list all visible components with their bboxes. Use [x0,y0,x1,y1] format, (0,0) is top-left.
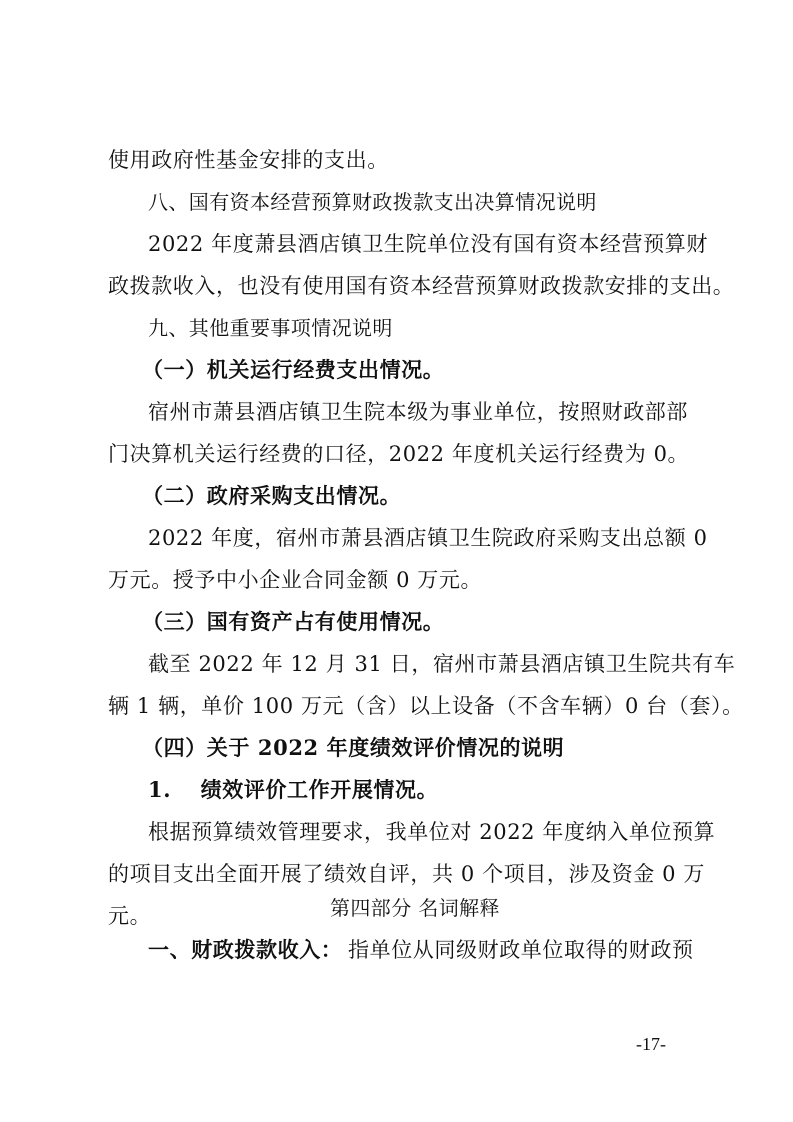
body-text-line: 指单位从同级财政单位取得的财政预 [348,938,694,962]
body-text-line: 元。 [108,904,152,928]
numbered-heading-1: 1. 绩效评价工作开展情况。 [148,777,439,802]
body-text-line: 的项目支出全面开展了绩效自评，共 0 个项目，涉及资金 0 万 [108,862,706,886]
subsection-heading-3: （三）国有资产占有使用情况。 [142,609,445,634]
page-number: -17- [636,1034,666,1054]
body-text-line: 宿州市萧县酒店镇卫生院本级为事业单位，按照财政部部 [148,400,688,424]
body-text-line: 截至 2022 年 12 月 31 日，宿州市萧县酒店镇卫生院共有车 [148,652,736,676]
body-text-line: 根据预算绩效管理要求，我单位对 2022 年度纳入单位预算 [148,820,716,844]
body-text-line: 万元。授予中小企业合同金额 0 万元。 [108,568,483,592]
section-heading-8: 八、国有资本经营预算财政拨款支出决算情况说明 [148,190,597,214]
body-text-line: 辆 1 辆，单价 100 万元（含）以上设备（不含车辆）0 台（套）。 [108,694,744,718]
body-text-line: 政拨款收入，也没有使用国有资本经营预算财政拨款安排的支出。 [108,274,735,298]
subsection-heading-4: （四）关于 2022 年度绩效评价情况的说明 [142,735,565,760]
part-title: 第四部分 名词解释 [330,896,500,920]
term-heading-1: 一、财政拨款收入： [148,937,343,962]
section-heading-9: 九、其他重要事项情况说明 [148,316,393,340]
body-text-line: 门决算机关运行经费的口径，2022 年度机关运行经费为 0。 [108,442,690,466]
subsection-heading-1: （一）机关运行经费支出情况。 [142,357,445,382]
body-text-line: 2022 年度萧县酒店镇卫生院单位没有国有资本经营预算财 [148,232,708,256]
body-text-line: 使用政府性基金安排的支出。 [108,148,389,172]
body-text-line: 2022 年度，宿州市萧县酒店镇卫生院政府采购支出总额 0 [148,526,708,550]
subsection-heading-2: （二）政府采购支出情况。 [142,483,402,508]
